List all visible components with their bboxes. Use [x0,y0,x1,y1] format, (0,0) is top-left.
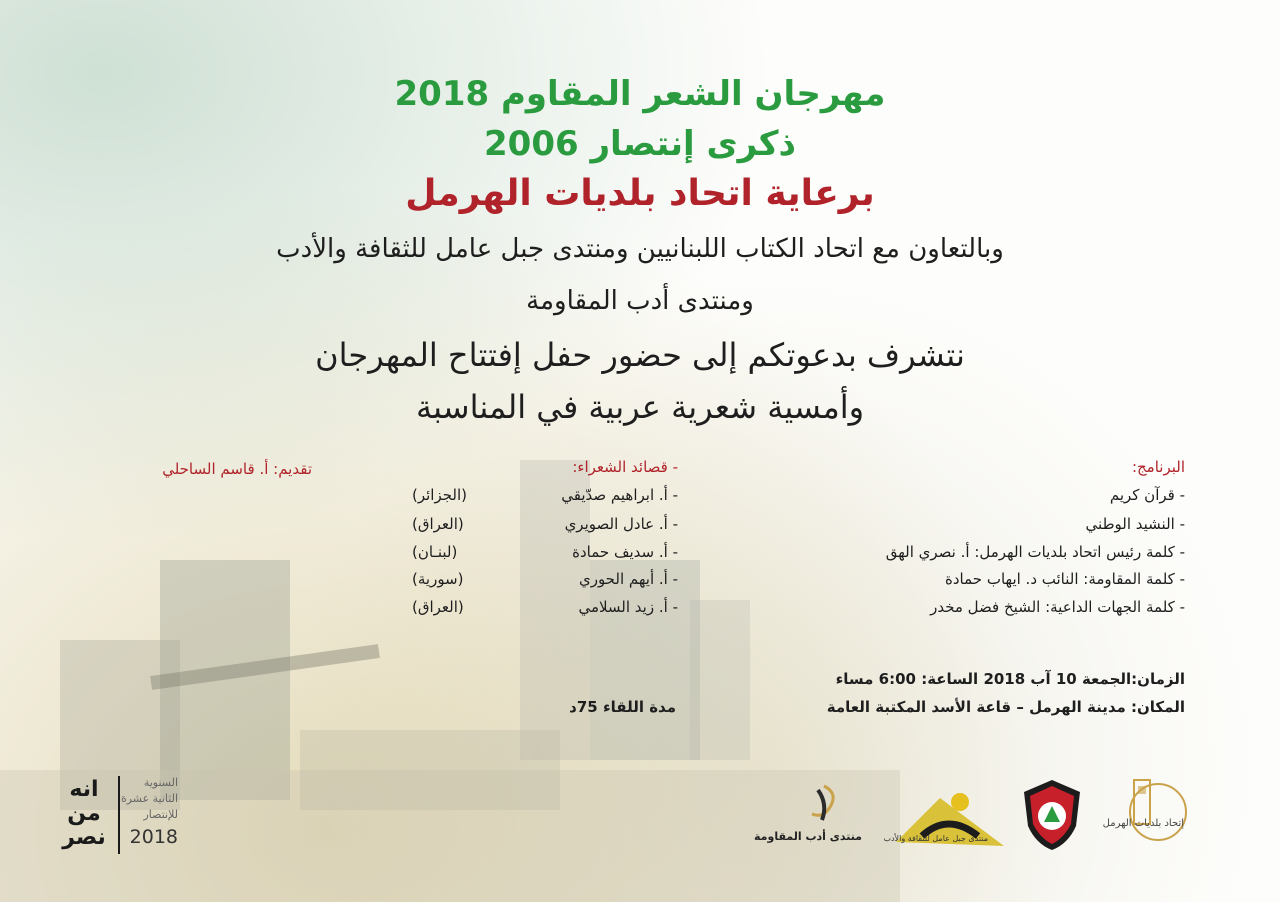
poet-country: (سورية) [412,570,464,588]
poet-country: (العراق) [412,515,464,533]
invitation-line-2: وأمسية شعرية عربية في المناسبة [415,388,865,426]
victory-anniversary-badge [54,774,194,858]
patronage-title: برعاية اتحاد بلديات الهرمل [405,173,875,214]
poets-title: - قصائد الشعراء: [572,458,678,476]
program-item: - قرآن كريم [1109,486,1185,504]
time-line: الزمان:الجمعة 10 آب 2018 الساعة: 6:00 مساء [835,670,1185,688]
poet-country: (الجزائر) [412,486,468,504]
cooperation-line-1: وبالتعاون مع اتحاد الكتاب اللبنانيين ومنتدى جبل عامل للثقافة والأدب [276,234,1004,264]
program-title: البرنامج: [1131,458,1185,476]
poet-name: - أ. أيهم الحوري [578,570,678,588]
resistance-forum-logo [754,780,862,850]
shield-emblem [1020,778,1084,852]
poets-section [412,458,678,628]
badge-line-1: السنوية [143,776,178,789]
poet-row [412,543,678,563]
poet-name: - أ. سديف حمادة [572,543,678,561]
program-item: - النشيد الوطني [1085,515,1185,533]
badge-line-2: الثانية عشرة [120,792,178,805]
quill-icon [782,780,862,830]
anniversary-title: ذكرى إنتصار 2006 [484,124,796,164]
cedar-shield-icon [1020,778,1084,852]
poet-name: - أ. عادل الصويري [564,515,678,533]
poet-country: (العراق) [412,598,464,616]
jabal-amel-forum-logo [883,790,1008,850]
poet-row [412,486,678,506]
calligraphy-logo-icon: انه من نصر [62,777,106,850]
presenter: تقديم: أ. قاسم الساحلي [162,460,312,478]
poet-row [412,515,678,535]
program-item: - كلمة الجهات الداعية: الشيخ فضل مخدر [930,598,1185,616]
cooperation-line-2: ومنتدى أدب المقاومة [526,286,754,316]
poet-row [412,598,678,618]
badge-divider [118,776,120,854]
hermel-union-logo-text: إتحاد بلديات الهرمل [1102,818,1184,829]
duration: مدة اللقاء 75د [569,698,676,716]
poet-row [412,570,678,590]
poet-country: (لبنـان) [412,543,458,561]
program-item: - كلمة رئيس اتحاد بلديات الهرمل: أ. نصري الهق [885,543,1185,561]
jabal-amel-forum-text: منتدى جبل عامل للثقافة والأدب [883,834,988,843]
poet-name: - أ. ابراهيم صدّيقي [561,486,678,504]
program-item: - كلمة المقاومة: النائب د. ايهاب حمادة [945,570,1185,588]
poet-name: - أ. زيد السلامي [578,598,678,616]
hermel-union-emblem-icon [1118,770,1188,846]
hermel-union-logo [1102,770,1188,846]
badge-year: 2018 [129,826,178,848]
festival-title: مهرجان الشعر المقاوم 2018 [394,74,886,114]
invitation-line-1: نتشرف بدعوتكم إلى حضور حفل إفتتاح المهرجان [315,336,965,374]
resistance-forum-text: منتدى أدب المقاومة [754,830,862,843]
badge-line-3: للإنتصار [143,808,178,821]
place-line: المكان: مدينة الهرمل – قاعة الأسد المكتبة العامة [826,698,1185,716]
